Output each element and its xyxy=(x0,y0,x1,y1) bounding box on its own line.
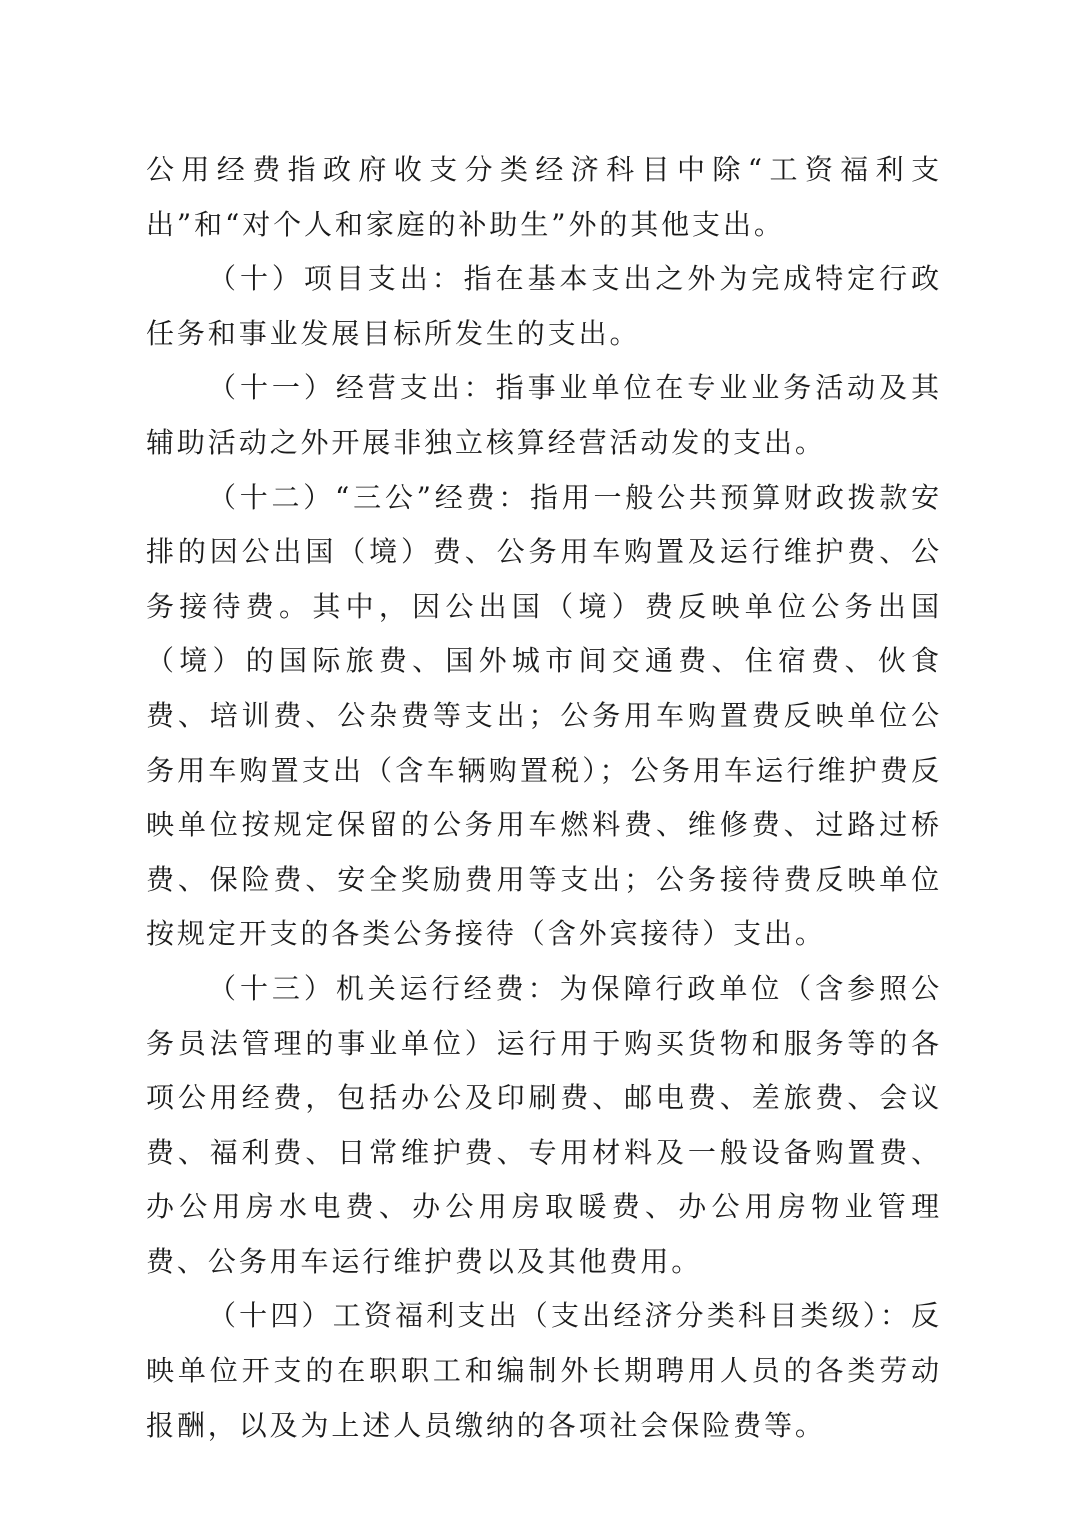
paragraph-salary-welfare-expenditure: （十四）工资福利支出（支出经济分类科目类级）：反映单位开支的在职职工和编制外长期聘用人员的各类劳动报酬，以及为上述人员缴纳的各项社会保险费等。 xyxy=(146,1299,942,1442)
paragraph-agency-operating-funds: （十三）机关运行经费：为保障行政单位（含参照公务员法管理的事业单位）运行用于购买货物和服务等的各项公用经费，包括办公及印刷费、邮电费、差旅费、会议费、福利费、日常维护费、专用材料及一般设备购置费、办公用房水电费、办公用房取暖费、办公用房物业管理费、公务用车运行维护费以及其他费用。 xyxy=(146,971,942,1278)
paragraph-business-expenditure: （十一）经营支出：指事业单位在专业业务活动及其辅助活动之外开展非独立核算经营活动发的支出。 xyxy=(146,371,942,459)
paragraph-project-expenditure: （十）项目支出：指在基本支出之外为完成特定行政任务和事业发展目标所发生的支出。 xyxy=(146,262,942,350)
paragraph-continuation: 公用经费指政府收支分类经济科目中除“工资福利支出”和“对个人和家庭的补助生”外的其他支出。 xyxy=(146,153,942,241)
paragraph-three-public-funds: （十二）“三公”经费：指用一般公共预算财政拨款安排的因公出国（境）费、公务用车购置及运行维护费、公务接待费。其中，因公出国（境）费反映单位公务出国（境）的国际旅费、国外城市间交通费、住宿费、伙食费、培训费、公杂费等支出；公务用车购置费反映单位公务用车购置支出（含车辆购置税）；公务用车运行维护费反映单位按规定保留的公务用车燃料费、维修费、过路过桥费、保险费、安全奖励费用等支出；公务接待费反映单位按规定开支的各类公务接待（含外宾接待）支出。 xyxy=(146,480,942,951)
document-page xyxy=(146,143,942,1453)
